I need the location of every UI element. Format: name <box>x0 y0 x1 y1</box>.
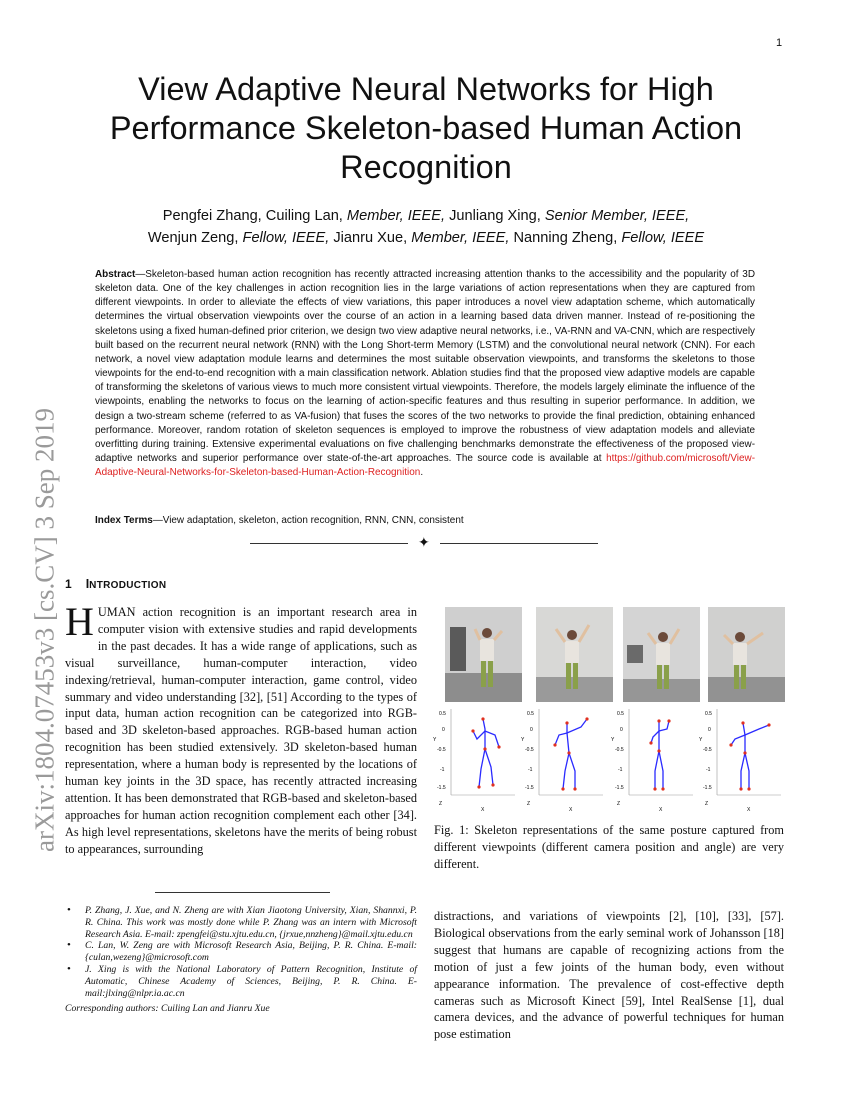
author-affil: Fellow, IEEE <box>621 230 705 246</box>
plot-axis-x: X <box>659 807 663 813</box>
skeleton-plot <box>611 709 697 814</box>
plot-axis-x: X <box>481 807 485 813</box>
plot-tick: -1 <box>528 767 533 773</box>
separator-left <box>250 543 408 544</box>
skeleton-plot <box>699 709 785 814</box>
author-text: Pengfei Zhang, Cuiling Lan, <box>162 208 347 224</box>
footnote-rule <box>155 892 330 893</box>
index-terms-text: —View adaptation, skeleton, action recognition, RNN, CNN, consistent <box>152 515 464 526</box>
footnotes <box>65 905 417 1015</box>
abstract-text: —Skeleton-based human action recognition has recently attracted increasing attention thanks to the accessibility and the popularity of 3D skeleton data. One of the key challenges in action recognition lies in the large variations of action representations when they are captured from different viewpoints. In order to alleviate the effects of view variations, this paper introduces a novel view adaptation scheme, which automatically determines the virtual observation viewpoints over the course of an action in a learning based data driven manner. Instead of re-positioning the skeletons using a fixed human-defined prior criterion, we design two view adaptive neural networks, i.e., VA-RNN and VA-CNN, which are respectively built based on the recurrent neural network (RNN) with the Long Short-term Memory (LSTM) and the convolutional neural network (CNN). For each network, a novel view adaptation module learns and determines the most suitable observation viewpoints, and transforms the skeletons to those viewpoints for the end-to-end recognition with a main classification network. Ablation studies find that the proposed view adaptive models are capable of transforming the skeletons of various views to much more consistent virtual viewpoints. Therefore, the models largely eliminate the influence of the viewpoints, enabling the networks to focus on the learning of action-specific features and thus resulting in superior performance. In addition, we design a two-stream scheme (referred to as VA-fusion) that fuses the scores of the two networks to provide the final prediction, obtaining enhanced performance. Moreover, random rotation of skeleton sequences is employed to improve the robustness of view adaptation models and alleviate overfitting during training. Extensive experimental evaluations on five challenging benchmarks demonstrate the effectiveness of the proposed view-adaptive networks and superior performance over state-of-the-art approaches. The source code is available at <box>95 269 755 465</box>
author-text: Nanning Zheng, <box>509 230 622 246</box>
separator-right <box>440 543 598 544</box>
plot-tick: -1.5 <box>437 785 446 791</box>
author-affil: Senior Member, IEEE, <box>544 208 690 224</box>
author-list <box>90 205 762 249</box>
section-heading <box>65 577 166 591</box>
author-line-1 <box>90 205 762 227</box>
plot-tick: 0 <box>530 727 533 733</box>
author-text: Wenjun Zeng, <box>147 230 243 246</box>
drop-cap: H <box>65 599 94 644</box>
plot-tick: -1.5 <box>525 785 534 791</box>
abstract <box>95 268 755 480</box>
figure-photo <box>708 607 785 702</box>
author-text: Junliang Xing, <box>445 208 545 224</box>
skeleton-plot <box>433 709 519 814</box>
author-text: Jianru Xue, <box>329 230 412 246</box>
plot-axis-z: Z <box>705 801 709 807</box>
plot-tick: -1 <box>440 767 445 773</box>
plot-tick: -1 <box>706 767 711 773</box>
arxiv-stamp: arXiv:1804.07453v3 [cs.CV] 3 Sep 2019 <box>29 408 60 852</box>
plot-tick: -0.5 <box>437 747 446 753</box>
plot-axis-y: Y <box>521 737 525 743</box>
author-affil: Member, IEEE, <box>346 208 446 224</box>
plot-tick: -0.5 <box>703 747 712 753</box>
index-terms-label: Index Terms <box>95 515 153 526</box>
plot-tick: -1.5 <box>615 785 624 791</box>
plot-tick: 0 <box>442 727 445 733</box>
plot-tick: 0.5 <box>527 711 534 717</box>
index-terms <box>95 515 464 526</box>
figure-photo <box>445 607 522 702</box>
source-code-link[interactable]: https://github.com/microsoft/View-Adaptive-Neural-Networks-for-Skeleton-based-Human-Action-Recognition <box>95 453 755 479</box>
skeleton-plot <box>521 709 607 814</box>
plot-tick: 0.5 <box>439 711 446 717</box>
right-column-paragraph: distractions, and variations of viewpoints [2], [10], [33], [57]. Biological observations from the early seminal work of Johansson [18] suggest that humans are capable of recognizing actions from the motion of just a few joints of the human body, even without appearance information. The prevalence of cost-effective depth cameras such as Microsoft Kinect [59], Intel RealSense [1], dual camera devices, and the advance of powerful techniques for human pose estimation <box>434 909 784 1042</box>
plot-axis-x: X <box>569 807 573 813</box>
plot-tick: -1 <box>618 767 623 773</box>
intro-first-word: UMAN <box>97 605 136 619</box>
plot-axis-x: X <box>747 807 751 813</box>
figure-caption: Fig. 1: Skeleton representations of the same posture captured from different viewpoints (different camera position and angle) are very different. <box>434 823 784 871</box>
page-number: 1 <box>776 37 783 49</box>
section-title-rest: NTRODUCTION <box>89 580 167 591</box>
separator-diamond-icon: ✦ <box>418 535 430 551</box>
abstract-end: . <box>420 467 424 479</box>
plot-tick: 0 <box>620 727 623 733</box>
abstract-label: Abstract <box>95 269 136 280</box>
section-number: 1 <box>65 577 72 591</box>
plot-tick: -0.5 <box>615 747 624 753</box>
plot-axis-z: Z <box>527 801 531 807</box>
corresponding-authors: Corresponding authors: Cuiling Lan and Jianru Xue <box>65 1003 270 1015</box>
intro-text: action recognition is an important research area in computer vision with extensive studies and rapid developments in the past decades. It has a wide range of applications, such as visual surveillance, human-computer interaction, video indexing/retrieval, human-computer interaction, game control, video summary and video understanding [32], [51] According to the types of input data, human action recognition can be categorized into RGB-based and 3D skeleton-based approaches. RGB-based human action recognition has been studied extensively. 3D skeleton-based human representation, where a human body is represented by the locations of human key joints in the 3D space, has recently attracted increasing attention. It has been demonstrated that RGB-based and skeleton-based approaches for human action recognition complement each other [34]. As high level representations, skeletons have the merits of being robust to appearances, surrounding <box>65 605 417 856</box>
intro-paragraph <box>65 599 417 858</box>
footnote-item: • P. Zhang, J. Xue, and N. Zheng are with Xian Jiaotong University, Xian, Shannxi, P. R. China. This work was mostly done while P. Zhang was an intern with Microsoft Research Asia. E-mail: zpengfei@stu.xjtu.edu.cn, {jrxue,nnzheng}@mail.xjtu.edu.cn <box>65 905 417 940</box>
plot-tick: -1.5 <box>703 785 712 791</box>
footnote-item: • C. Lan, W. Zeng are with Microsoft Research Asia, Beijing, P. R. China. E-mail: {culan,wezeng}@microsoft.com <box>65 940 417 964</box>
paper-title: View Adaptive Neural Networks for High Performance Skeleton-based Human Action Recognition <box>109 71 743 185</box>
figure-photo <box>536 607 613 702</box>
author-affil: Fellow, IEEE, <box>242 230 330 246</box>
plot-axis-y: Y <box>433 737 437 743</box>
author-line-2 <box>90 227 762 249</box>
figure-photo <box>623 607 700 702</box>
plot-tick: 0.5 <box>705 711 712 717</box>
plot-tick: -0.5 <box>525 747 534 753</box>
footnote-item: • J. Xing is with the National Laboratory of Pattern Recognition, Institute of Automatic, Chinese Academy of Sciences, Beijing, P. R. China. E-mail:jlxing@nlpr.ia.ac.cn <box>65 964 417 999</box>
plot-tick: 0 <box>708 727 711 733</box>
plot-tick: 0.5 <box>617 711 624 717</box>
section-title-initial: I <box>85 577 90 591</box>
plot-axis-z: Z <box>439 801 443 807</box>
plot-axis-z: Z <box>617 801 621 807</box>
plot-axis-y: Y <box>699 737 703 743</box>
plot-axis-y: Y <box>611 737 615 743</box>
author-affil: Member, IEEE, <box>411 230 510 246</box>
